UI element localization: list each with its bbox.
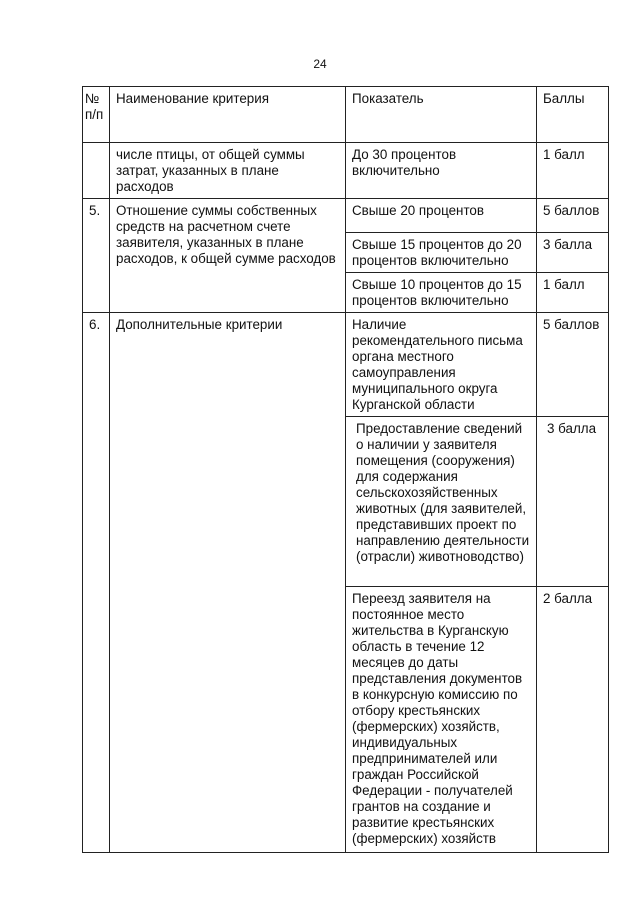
points-cell: 3 балла	[537, 233, 609, 273]
row-num	[83, 143, 110, 199]
indicator-cell: Свыше 15 процентов до 20 процентов включительно	[346, 233, 537, 273]
points-cell: 3 балла	[537, 417, 609, 587]
table-row	[83, 199, 609, 233]
criterion-name: Отношение суммы собственных средств на расчетном счете заявителя, указанных в плане расходов, к общей сумме расходов	[110, 199, 346, 313]
criteria-table	[82, 86, 609, 853]
points-cell: 5 баллов	[537, 199, 609, 233]
indicator-cell: Свыше 20 процентов	[346, 199, 537, 233]
header-indicator: Показатель	[346, 87, 537, 143]
page-number: 24	[313, 57, 327, 71]
header-num: № п/п	[83, 87, 110, 143]
indicator-cell: Предоставление сведений о наличии у заявителя помещения (сооружения) для содержания сельскохозяйственных животных (для заявителей, представивших проект по направлению деятельности (отрасли) животноводство)	[346, 417, 537, 587]
indicator-cell: Наличие рекомендательного письма органа местного самоуправления муниципального округа Курганской области	[346, 313, 537, 417]
criterion-name: числе птицы, от общей суммы затрат, указанных в плане расходов	[110, 143, 346, 199]
points-cell: 2 балла	[537, 587, 609, 853]
indicator-cell: Переезд заявителя на постоянное место жительства в Курганскую область в течение 12 месяцев до даты представления документов в конкурсную комиссию по отбору крестьянских (фермерских) хозяйств, индивидуальных предпринимателей или граждан Российской Федерации - получателей грантов на создание и развитие крестьянских (фермерских) хозяйств	[346, 587, 537, 853]
row-num: 6.	[83, 313, 110, 853]
header-points: Баллы	[537, 87, 609, 143]
table-header-row	[83, 87, 609, 143]
points-cell: 5 баллов	[537, 313, 609, 417]
table-row	[83, 313, 609, 417]
indicator-cell: До 30 процентов включительно	[346, 143, 537, 199]
points-cell: 1 балл	[537, 273, 609, 313]
points-cell: 1 балл	[537, 143, 609, 199]
header-name: Наименование критерия	[110, 87, 346, 143]
criterion-name: Дополнительные критерии	[110, 313, 346, 853]
indicator-cell: Свыше 10 процентов до 15 процентов включительно	[346, 273, 537, 313]
table-row	[83, 143, 609, 199]
row-num: 5.	[83, 199, 110, 313]
